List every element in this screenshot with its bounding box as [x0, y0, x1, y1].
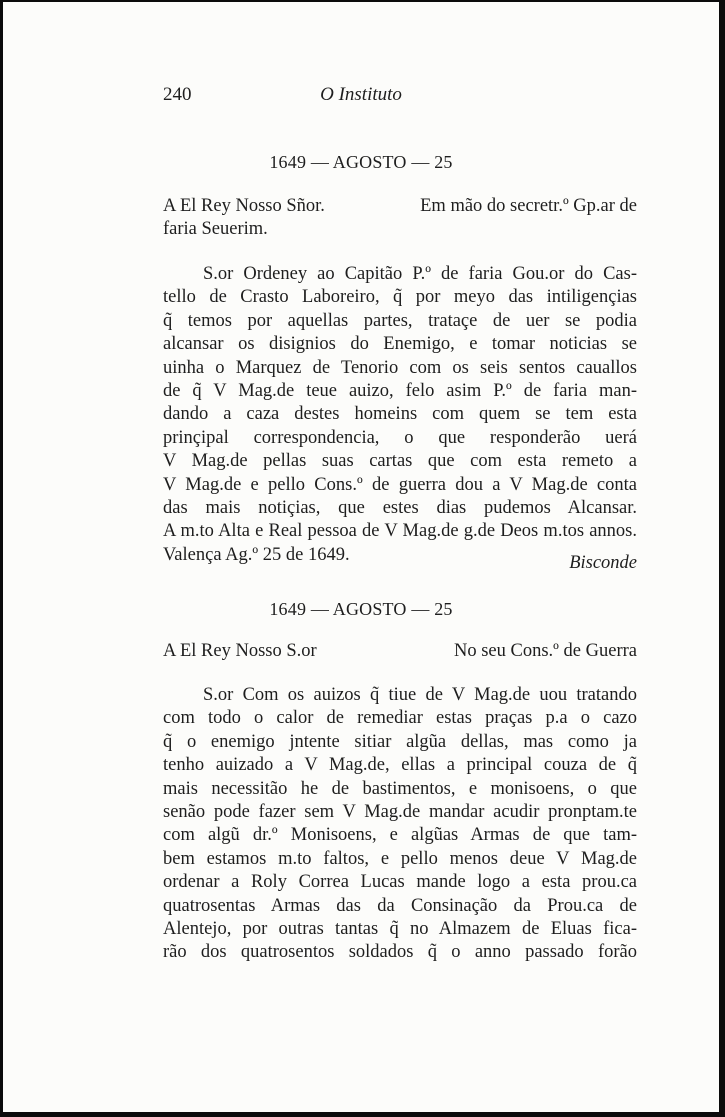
body-line: q̃ o enemigo jntente sitiar algũa dellas, mas como ja — [163, 731, 637, 752]
body-line: de q̃ V Mag.de teue auizo, felo asim P.º de faria man- — [163, 381, 637, 402]
body-line: V Mag.de e pello Cons.º de guerra dou a V Mag.de conta — [163, 474, 637, 495]
body-line: tello de Crasto Laboreiro, q̃ por meyo das intiligençias — [163, 287, 637, 308]
running-title: O Instituto — [320, 84, 402, 105]
page-header — [3, 84, 719, 110]
body-line: bem estamos m.to faltos, e pello menos deue V Mag.de — [163, 848, 637, 869]
letter-1-address-left: A El Rey Nosso Sñor. — [163, 196, 325, 216]
body-line: ordenar a Roly Correa Lucas mande logo a esta prou.ca — [163, 872, 637, 893]
page-number: 240 — [163, 84, 192, 105]
body-line: A m.to Alta e Real pessoa de V Mag.de g.de Deos m.tos annos. — [163, 521, 637, 542]
body-line: prinçipal correspondencia, o que responderão uerá — [163, 427, 637, 448]
letter-2-address-left: A El Rey Nosso S.or — [163, 641, 317, 661]
letter-2-address — [163, 640, 637, 664]
letter-1-address — [163, 195, 637, 241]
body-line: alcansar os disignios do Enemigo, e tomar noticias se — [163, 334, 637, 355]
body-line: rão dos quatrosentos soldados q̃ o anno passado forão — [163, 942, 637, 963]
body-line: uinha o Marquez de Tenorio com os seis sentos cauallos — [163, 357, 637, 378]
letter-2-date: 1649 — AGOSTO — 25 — [269, 599, 453, 619]
body-line: Alentejo, por outras tantas q̃ no Almazem de Eluas fica- — [163, 919, 637, 940]
body-line: V Mag.de pellas suas cartas que com esta remeto a — [163, 451, 637, 472]
document-page — [3, 2, 719, 1112]
letter-2-address-right: No seu Cons.º de Guerra — [454, 641, 637, 661]
body-line: mais necessitão he de bastimentos, e monisoens, o que — [163, 778, 637, 799]
body-line: S.or Com os auizos q̃ tiue de V Mag.de uou tratando — [203, 685, 637, 705]
body-line: tenho auizado a V Mag.de, ellas a principal couza de q̃ — [163, 755, 637, 776]
body-line: com algũ dr.º Monisoens, e algũas Armas de que tam- — [163, 825, 637, 846]
letter-1-signature: Bisconde — [569, 553, 637, 573]
body-line: Valença Ag.º 25 de 1649. — [163, 544, 350, 565]
body-line: das mais notiçias, que estes dias pudemos Alcansar. — [163, 498, 637, 519]
body-line: dando a caza destes homeins com quem se tem esta — [163, 404, 637, 425]
letter-1-date: 1649 — AGOSTO — 25 — [269, 152, 453, 172]
letter-1-address-right: Em mão do secretr.º Gp.ar de — [420, 196, 637, 216]
body-line: q̃ temos por aquellas partes, trataçe de uer se podia — [163, 310, 637, 331]
body-line: senão pode fazer sem V Mag.de mandar acudir pronptam.te — [163, 802, 637, 823]
letter-1-body — [163, 263, 637, 567]
body-line: S.or Ordeney ao Capitão P.º de faria Gou.or do Cas- — [203, 264, 637, 284]
letter-2-body — [163, 684, 637, 965]
body-line: quatrosentas Armas das da Consinação da Prou.ca de — [163, 895, 637, 916]
letter-1-address-continuation: faria Seuerim. — [163, 219, 268, 239]
body-line: com todo o calor de remediar estas praças p.a o cazo — [163, 708, 637, 729]
